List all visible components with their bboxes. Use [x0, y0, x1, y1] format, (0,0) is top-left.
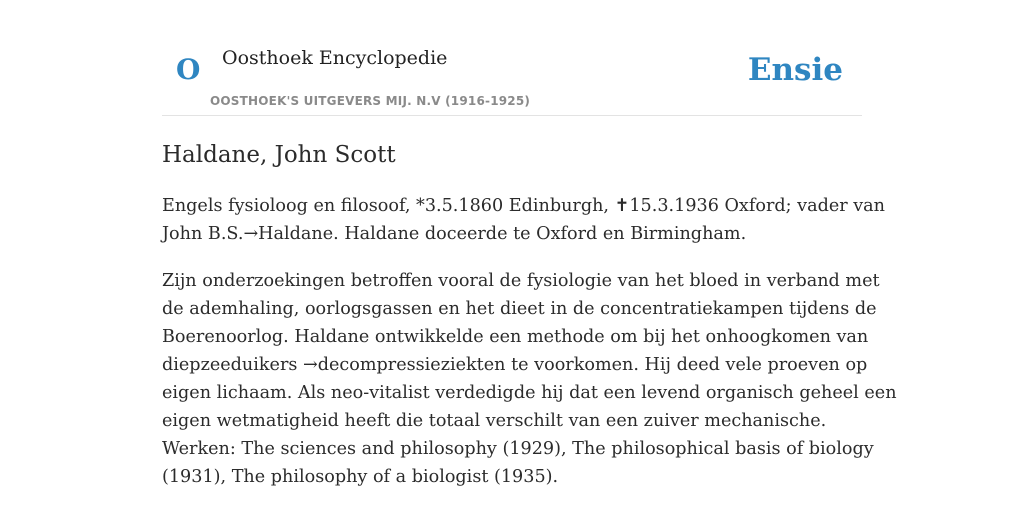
entry-paragraph-1 — [162, 192, 886, 248]
paragraph-line: de ademhaling, oorlogsgassen en het dieet in de concentratiekampen tijdens de — [162, 299, 877, 319]
source-header — [162, 0, 862, 116]
ensie-brand-logo[interactable]: Ensie — [747, 52, 843, 88]
paragraph-line: Zijn onderzoekingen betroffen vooral de fysiologie van het bloed in verband met — [162, 271, 880, 291]
source-logo[interactable]: O — [176, 53, 201, 86]
paragraph-line: (1931), The philosophy of a biologist (1935). — [162, 467, 559, 487]
paragraph-line: Engels fysioloog en filosoof, *3.5.1860 Edinburgh, ✝15.3.1936 Oxford; vader van — [162, 196, 886, 216]
entry-page — [162, 0, 897, 487]
entry-title: Haldane, John Scott — [162, 142, 396, 168]
source-title-link[interactable]: Oosthoek Encyclopedie — [222, 47, 448, 69]
paragraph-line: eigen wetmatigheid heeft die totaal verschilt van een zuiver mechanische. — [162, 411, 827, 431]
paragraph-line: diepzeeduikers →decompressieziekten te voorkomen. Hij deed vele proeven op — [162, 355, 868, 375]
paragraph-line: Boerenoorlog. Haldane ontwikkelde een methode om bij het onhoogkomen van — [162, 327, 869, 347]
entry-paragraph-2 — [162, 267, 897, 491]
paragraph-line: eigen lichaam. Als neo-vitalist verdedigde hij dat een levend organisch geheel een — [162, 383, 897, 403]
publisher-label: OOSTHOEK'S UITGEVERS MIJ. N.V (1916-1925) — [210, 94, 531, 108]
paragraph-line: Werken: The sciences and philosophy (1929), The philosophical basis of biology — [162, 439, 874, 459]
paragraph-line: John B.S.→Haldane. Haldane doceerde te Oxford en Birmingham. — [162, 224, 747, 244]
